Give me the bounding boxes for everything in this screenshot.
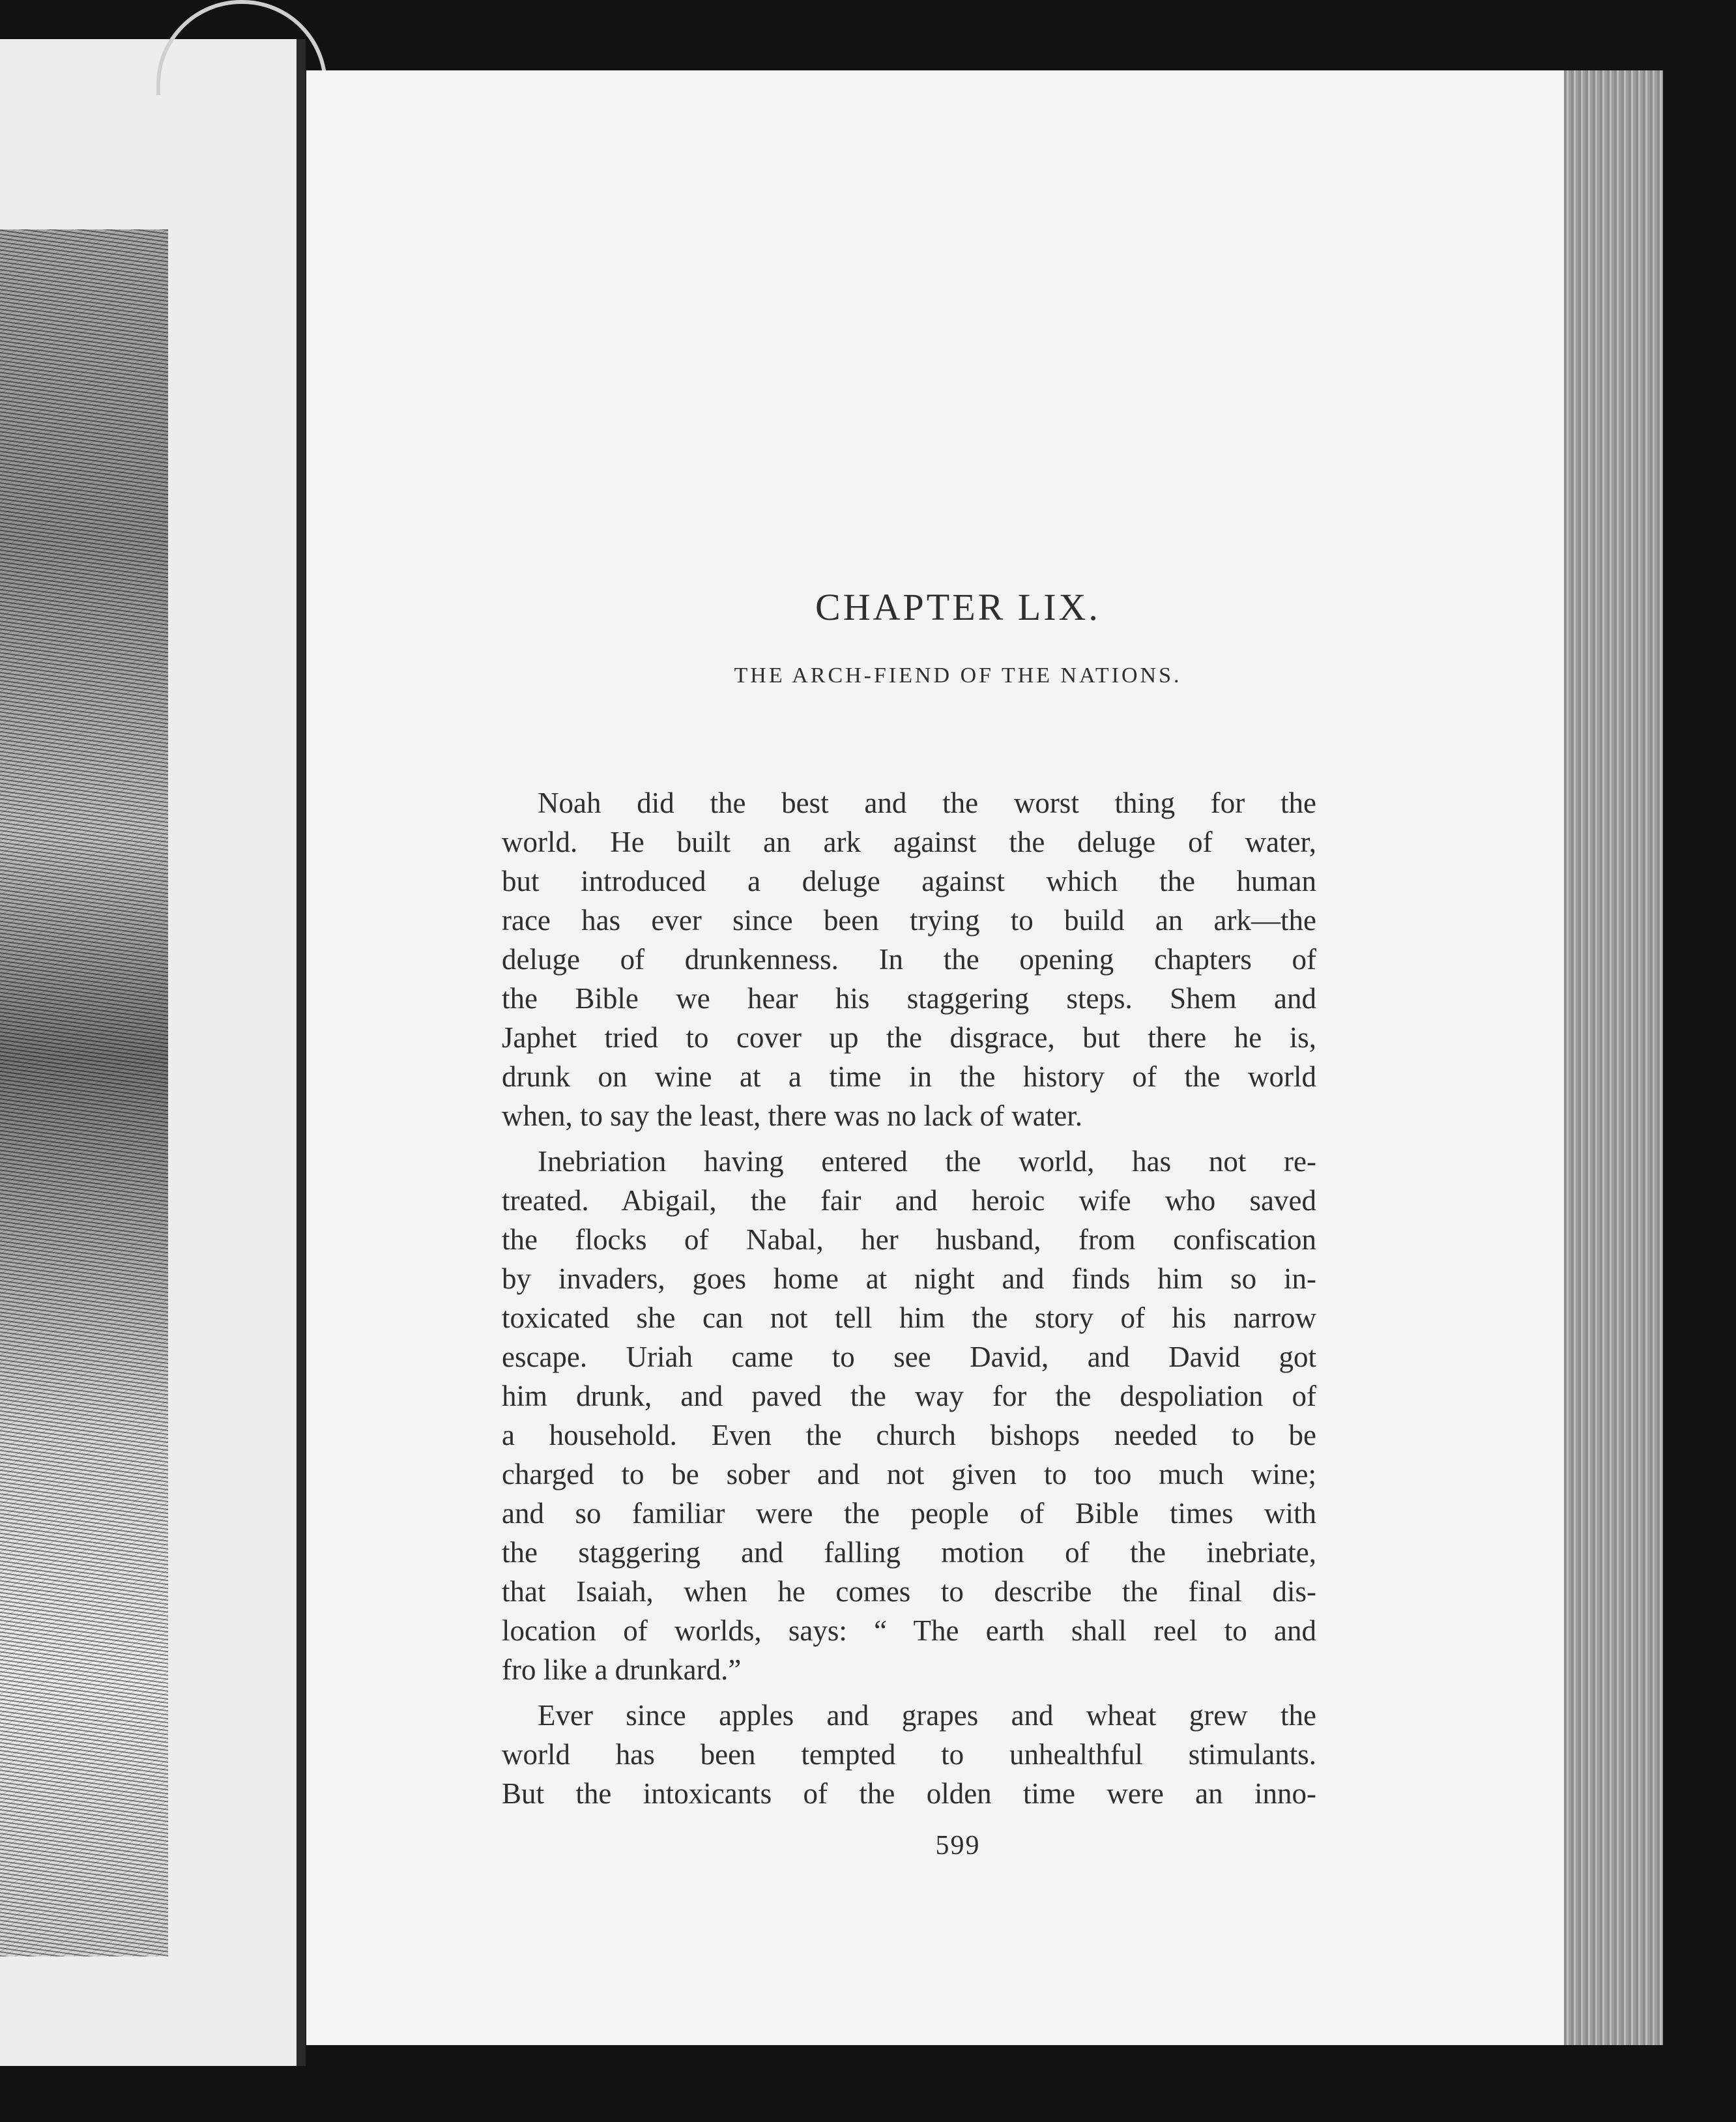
- text-line: treated. Abigail, the fair and heroic wife who saved: [502, 1184, 1316, 1217]
- facing-page: [0, 39, 306, 2066]
- text-line: the staggering and falling motion of the inebriate,: [502, 1536, 1316, 1569]
- text-line: by invaders, goes home at night and finds him so in-: [502, 1262, 1316, 1295]
- text-line: world has been tempted to unhealthful stimulants.: [502, 1738, 1316, 1771]
- text-line: Ever since apples and grapes and wheat grew the: [538, 1699, 1316, 1732]
- text-line: the Bible we hear his staggering steps. Shem and: [502, 982, 1316, 1015]
- engraving-illustration: [0, 229, 168, 1956]
- text-line: Japhet tried to cover up the disgrace, but there he is,: [502, 1021, 1316, 1054]
- text-line: and so familiar were the people of Bible times with: [502, 1497, 1316, 1530]
- book-page: [306, 70, 1564, 2045]
- text-line: world. He built an ark against the deluge of water,: [502, 826, 1316, 858]
- text-line: Noah did the best and the worst thing for the: [538, 787, 1316, 819]
- text-line: toxicated she can not tell him the story of his narrow: [502, 1301, 1316, 1334]
- page-edges: [1564, 70, 1663, 2045]
- text-line: charged to be sober and not given to too much wine;: [502, 1458, 1316, 1490]
- text-line: that Isaiah, when he comes to describe the final dis-: [502, 1575, 1316, 1608]
- text-line: fro like a drunkard.”: [502, 1653, 742, 1686]
- chapter-title: CHAPTER LIX.: [815, 586, 1101, 628]
- text-line: escape. Uriah came to see David, and David got: [502, 1341, 1316, 1373]
- text-line: the flocks of Nabal, her husband, from confiscation: [502, 1223, 1316, 1256]
- chapter-subtitle: THE ARCH-FIEND OF THE NATIONS.: [734, 663, 1182, 688]
- text-line: Inebriation having entered the world, has not re-: [538, 1145, 1316, 1178]
- text-line: when, to say the least, there was no lack of water.: [502, 1099, 1082, 1132]
- text-line: a household. Even the church bishops needed to be: [502, 1419, 1316, 1451]
- text-line: location of worlds, says: “ The earth shall reel to and: [502, 1614, 1316, 1647]
- page-number: 599: [935, 1831, 981, 1861]
- text-line: but introduced a deluge against which the human: [502, 865, 1316, 897]
- text-line: But the intoxicants of the olden time were an inno-: [502, 1777, 1316, 1810]
- text-line: drunk on wine at a time in the history of the world: [502, 1060, 1316, 1093]
- text-line: deluge of drunkenness. In the opening chapters of: [502, 943, 1316, 976]
- text-line: him drunk, and paved the way for the despoliation of: [502, 1380, 1316, 1412]
- text-line: race has ever since been trying to build an ark—the: [502, 904, 1316, 937]
- bookmark-string: [156, 0, 327, 95]
